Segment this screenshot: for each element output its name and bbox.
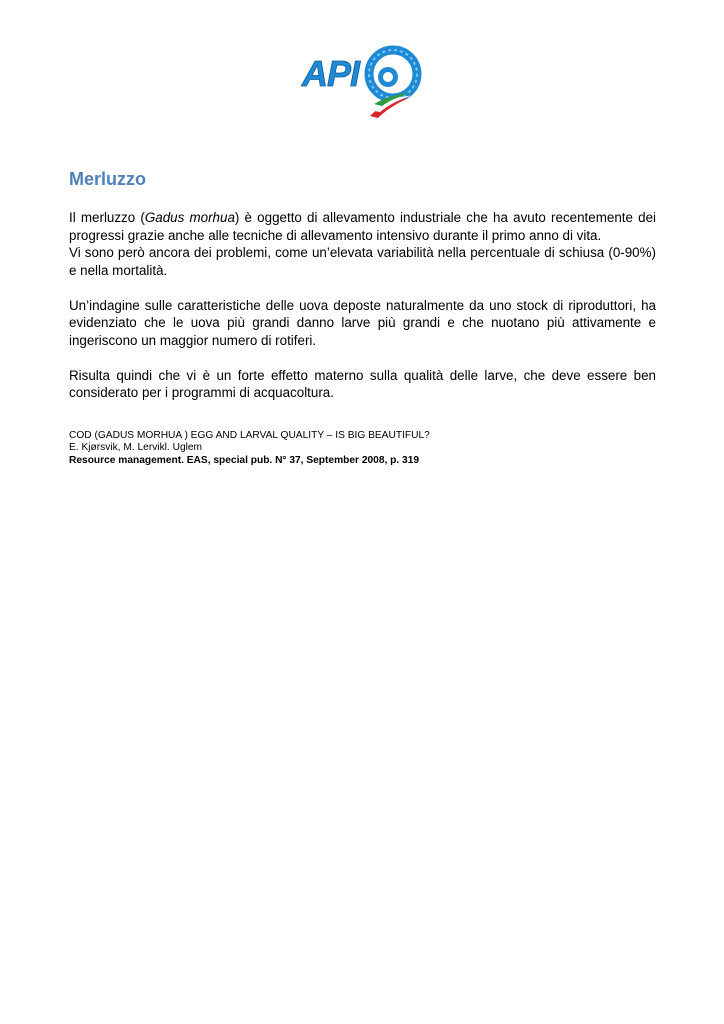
paragraph-intro [69, 209, 656, 244]
api-logo [300, 40, 424, 120]
paragraph-intro-start: Il merluzzo ( [69, 210, 145, 225]
spiral-mark [369, 50, 417, 98]
paragraph-intro-end: ) è oggetto di allevamento industriale che ha avuto recentemente dei progressi grazie anche alle tecniche di allevamento intensivo durante il primo anno di vita. [69, 210, 656, 243]
logo-text: API [302, 53, 360, 94]
page-title: Merluzzo [69, 169, 147, 189]
species-name: Gadus morhua [144, 210, 235, 225]
article-body [69, 209, 656, 402]
reference-source: Resource management. EAS, special pub. N° 37, September 2008, p. 319 [69, 454, 420, 466]
reference-authors: E. Kjørsvik, M. Lervikl. Uglem [69, 442, 203, 454]
api-logo-graphic [300, 40, 424, 120]
paragraph-survey: Un’indagine sulle caratteristiche delle uova deposte naturalmente da uno stock di riproduttori, ha evidenziato che le uova più grandi danno larve più grandi e che nuotano più attivamente e ingeriscono un maggior numero di rotiferi. [69, 297, 656, 348]
paragraph-problems: Vi sono però ancora dei problemi, come un’elevata variabilità nella percentuale di schiusa (0-90%) e nella mortalità. [69, 245, 656, 278]
reference-block [69, 430, 430, 467]
reference-title: COD (GADUS MORHUA ) EGG AND LARVAL QUALITY – IS BIG BEAUTIFUL? [69, 430, 430, 441]
paragraph-conclusion: Risulta quindi che vi è un forte effetto materno sulla qualità delle larve, che deve essere ben considerato per i programmi di acquacoltura. [69, 367, 656, 400]
